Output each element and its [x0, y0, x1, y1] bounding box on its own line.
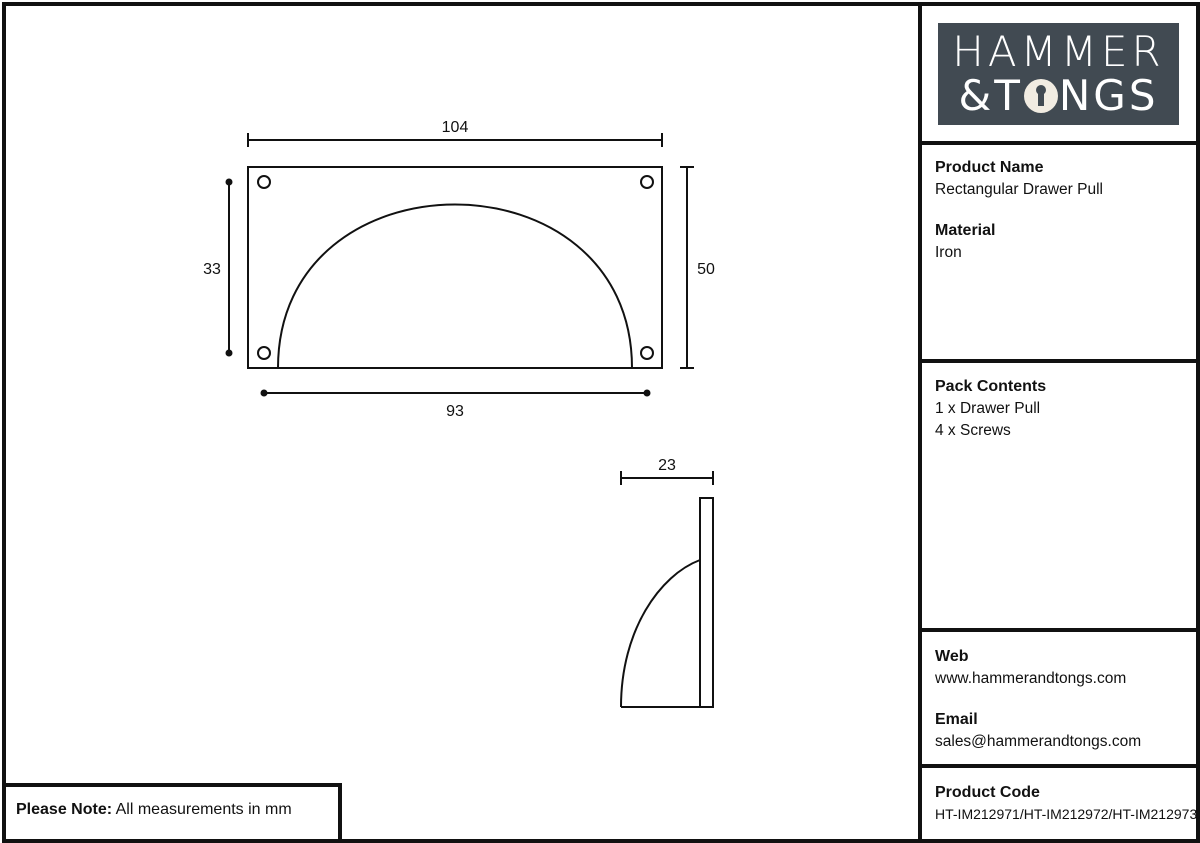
dimension-label: 23	[658, 457, 676, 474]
dimension-height-right	[680, 167, 715, 368]
product-name-label: Product Name	[935, 159, 1044, 176]
dimension-label: 104	[441, 119, 469, 136]
pack-item: 1 x Drawer Pull	[935, 400, 1041, 417]
pack-item: 4 x Screws	[935, 422, 1011, 439]
product-code-value: HT-IM212971/HT-IM212972/HT-IM212973	[935, 806, 1198, 822]
web-label: Web	[935, 648, 969, 665]
sidebar-divider	[918, 2, 922, 839]
logo-line-2-prefix: &T	[958, 71, 1023, 120]
product-name-value: Rectangular Drawer Pull	[935, 181, 1103, 198]
dimension-label: 93	[446, 403, 464, 420]
product-code-label: Product Code	[935, 784, 1040, 801]
pack-contents-label: Pack Contents	[935, 378, 1047, 395]
screw-hole	[258, 347, 270, 359]
section-divider	[918, 764, 1198, 768]
cup-outline	[278, 205, 632, 369]
email-label: Email	[935, 711, 978, 728]
dimension-label: 33	[203, 261, 221, 278]
dimension-width-bottom	[261, 390, 651, 421]
screw-hole	[641, 176, 653, 188]
dimension-height-left	[203, 179, 232, 357]
dimension-width-top	[248, 119, 662, 147]
side-view	[621, 457, 713, 707]
note-label: Please Note:	[16, 801, 113, 818]
section-divider	[918, 628, 1198, 632]
section-divider	[918, 359, 1198, 363]
section-divider	[918, 141, 1198, 145]
keyhole-icon	[1024, 79, 1058, 113]
note-text: All measurements in mm	[115, 801, 292, 818]
logo-line-2-suffix: NGS	[1058, 71, 1159, 120]
dimension-label: 50	[697, 261, 715, 278]
logo-line-1: HAMMER	[952, 27, 1165, 76]
email-link[interactable]: sales@hammerandtongs.com	[935, 733, 1142, 750]
material-value: Iron	[935, 244, 962, 261]
brand-logo	[938, 23, 1179, 125]
web-link[interactable]: www.hammerandtongs.com	[935, 670, 1127, 687]
logo-line-2	[958, 71, 1159, 120]
material-label: Material	[935, 222, 996, 239]
screw-hole	[641, 347, 653, 359]
screw-hole	[258, 176, 270, 188]
